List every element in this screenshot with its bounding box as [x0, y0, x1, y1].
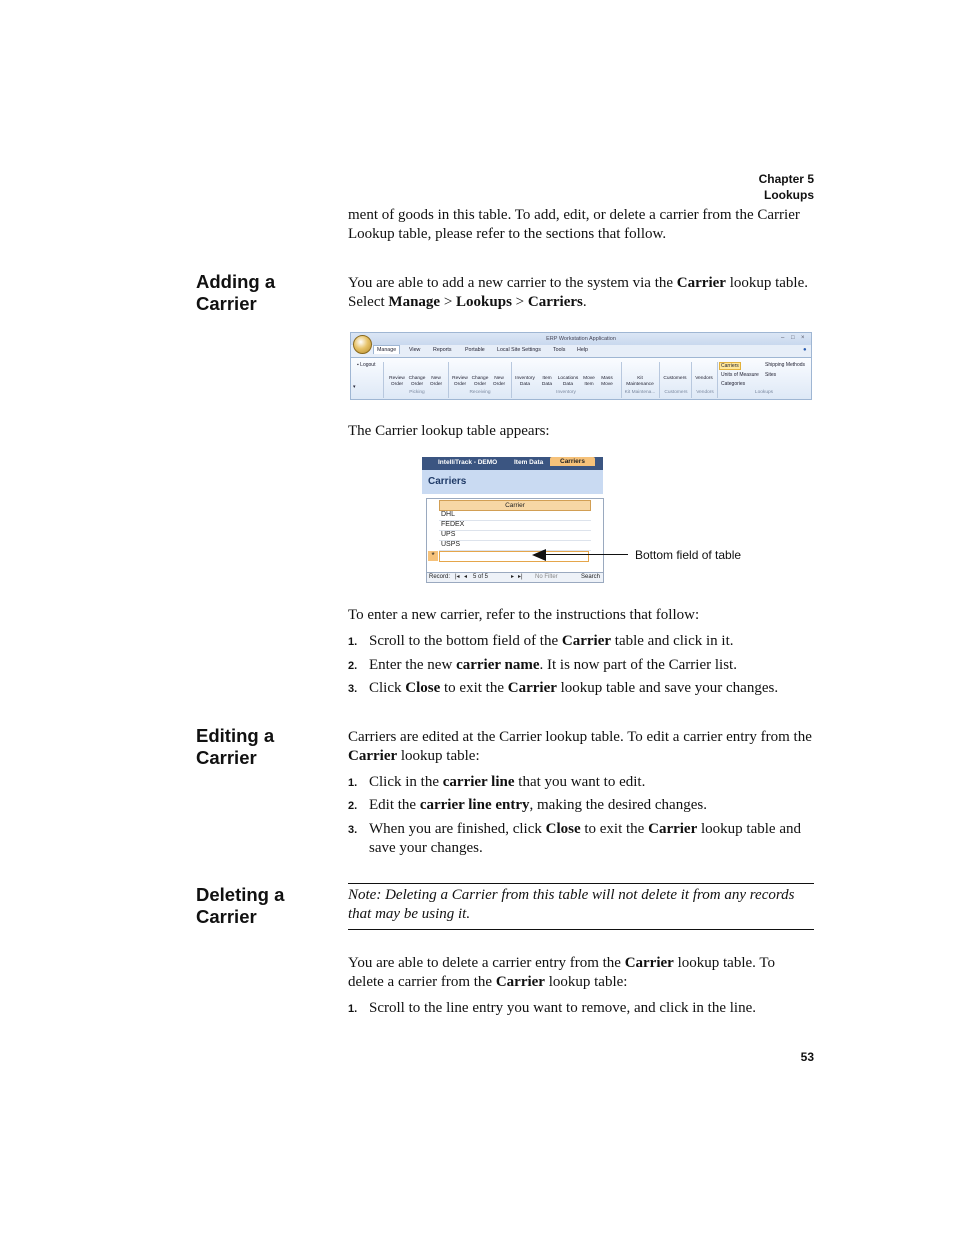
deleting-paragraph: You are able to delete a carrier entry from the Carrier lookup table. To delete a carrier from the Carrier lookup table: [348, 955, 775, 990]
lookup-categories-button[interactable]: Categories [721, 381, 746, 387]
inventory-data-button[interactable]: Inventory Data [515, 376, 535, 387]
editing-step-3: 3. When you are finished, click Close to exit the Carrier lookup table and save your changes. [348, 821, 801, 856]
table-appears-text: The Carrier lookup table appears: [348, 423, 550, 439]
heading-adding-carrier: Adding a Carrier [196, 271, 276, 314]
adding-step-1: 1. Scroll to the bottom field of the Carrier table and click in it. [348, 633, 734, 649]
prev-record-icon[interactable]: ◂ [464, 574, 468, 580]
mass-move-button[interactable]: Mass Move [601, 376, 613, 387]
lookup-units-of-measure-button[interactable]: Units of Measure [721, 372, 759, 378]
heading-editing-carrier: Editing a Carrier [196, 725, 275, 768]
adding-step-3: 3. Click Close to exit the Carrier lookup table and save your changes. [348, 680, 779, 696]
lookup-shipping-methods-button[interactable]: Shipping Methods [765, 362, 806, 368]
editing-step-2: 2. Edit the carrier line entry, making the desired changes. [348, 797, 707, 813]
move-item-button[interactable]: Move Item [583, 376, 595, 387]
callout-line [536, 554, 628, 555]
table-row[interactable]: UPS [439, 530, 591, 541]
ribbon-title: ERP Workstation Application [546, 336, 616, 342]
tab-item-data[interactable]: Item Data [514, 459, 544, 466]
group-inventory: Inventory [556, 390, 576, 395]
group-customers: Customers [664, 390, 688, 395]
carriers-table-screenshot [422, 457, 603, 581]
minimize-icon[interactable]: – [781, 335, 785, 341]
new-record-marker: * [428, 551, 438, 561]
running-header [759, 171, 814, 203]
lookup-carriers-button[interactable]: Carriers [721, 363, 739, 369]
no-filter-button[interactable]: No Filter [535, 574, 558, 580]
record-position[interactable]: 5 of 5 [473, 574, 489, 580]
ribbon-panel [351, 357, 811, 400]
picking-review-order-button[interactable]: Review Order [389, 376, 405, 387]
close-icon[interactable]: × [801, 335, 805, 341]
tab-portable[interactable]: Portable [465, 347, 485, 353]
deleting-step-1: 1. Scroll to the line entry you want to remove, and click in the line. [348, 1000, 756, 1016]
section-label: Lookups [764, 188, 814, 202]
tab-view[interactable]: View [409, 347, 421, 353]
heading-deleting-carrier: Deleting a Carrier [196, 884, 285, 927]
editing-paragraph: Carriers are edited at the Carrier lookup table. To edit a carrier entry from the Carrier lookup table: [348, 729, 812, 764]
customers-button[interactable]: Customers [663, 376, 687, 381]
document-tabs [422, 457, 603, 470]
record-label: Record: [429, 574, 451, 580]
tab-tools[interactable]: Tools [553, 347, 566, 353]
page-number: 53 [800, 1050, 814, 1064]
ribbon-screenshot [350, 332, 812, 400]
group-vendors: Vendors [696, 390, 714, 395]
last-record-icon[interactable]: ▸| [518, 574, 523, 580]
receiving-new-order-button[interactable]: New Order [492, 376, 506, 387]
lookup-sites-button[interactable]: Sites [765, 372, 777, 378]
callout-arrowhead [532, 549, 546, 561]
next-record-icon[interactable]: ▸ [511, 574, 515, 580]
editing-step-1: 1. Click in the carrier line that you want to edit. [348, 774, 646, 790]
group-kit-maintenance: Kit Maintena... [624, 390, 656, 395]
group-picking: Picking [409, 390, 425, 395]
separator [659, 362, 660, 398]
record-navigator [427, 572, 603, 582]
picking-new-order-button[interactable]: New Order [429, 376, 443, 387]
separator [383, 362, 384, 398]
tab-manage[interactable]: Manage [373, 345, 400, 354]
kit-maintenance-button[interactable]: Kit Maintenance [626, 376, 654, 387]
adding-step-2: 2. Enter the new carrier name. It is now part of the Carrier list. [348, 657, 737, 673]
form-title: Carriers [428, 476, 467, 487]
separator [448, 362, 449, 398]
tab-local-site-settings[interactable]: Local Site Settings [497, 347, 541, 353]
vendors-button[interactable]: Vendors [695, 376, 713, 381]
table-row[interactable]: FEDEX [439, 520, 591, 531]
enter-new-text: To enter a new carrier, refer to the instructions that follow: [348, 607, 700, 623]
item-data-button[interactable]: Item Data [541, 376, 553, 387]
adding-paragraph: You are able to add a new carrier to the system via the Carrier lookup table. Select Manage > Lookups > Carriers. [348, 275, 809, 310]
help-icon[interactable]: ● [803, 347, 807, 353]
column-header-carrier[interactable]: Carrier [439, 500, 591, 511]
intro-paragraph: ment of goods in this table. To add, edit, or delete a carrier from the Carrier Lookup table, please refer to the sections that follow. [348, 207, 800, 242]
office-orb-icon[interactable] [353, 335, 372, 354]
separator [511, 362, 512, 398]
note-top-rule [348, 883, 814, 884]
chapter-label: Chapter 5 [758, 172, 814, 186]
note-bottom-rule [348, 929, 814, 930]
tab-intellitrack-demo[interactable]: IntelliTrack - DEMO [438, 459, 498, 466]
table-row[interactable]: USPS [439, 540, 591, 551]
ribbon-titlebar [351, 333, 811, 345]
table-row[interactable]: DHL [439, 510, 591, 521]
expand-icon[interactable]: ▾ [353, 384, 356, 390]
tab-help[interactable]: Help [577, 347, 588, 353]
search-field[interactable]: Search [581, 574, 601, 580]
tab-carriers[interactable]: Carriers [550, 457, 595, 466]
new-carrier-input[interactable] [439, 551, 589, 562]
group-receiving: Receiving [469, 390, 491, 395]
maximize-icon[interactable]: □ [791, 335, 795, 341]
first-record-icon[interactable]: |◂ [455, 574, 460, 580]
logout-button[interactable]: ▪ Logout [357, 362, 376, 368]
group-lookups: Lookups [754, 390, 774, 395]
callout-label: Bottom field of table [635, 548, 742, 562]
separator [717, 362, 718, 398]
locations-data-button[interactable]: Locations Data [557, 376, 579, 387]
receiving-change-order-button[interactable]: Change Order [471, 376, 489, 387]
receiving-review-order-button[interactable]: Review Order [452, 376, 468, 387]
note-text: Note: Deleting a Carrier from this table will not delete it from any records that may be using it. [348, 887, 795, 922]
tab-reports[interactable]: Reports [433, 347, 452, 353]
picking-change-order-button[interactable]: Change Order [408, 376, 426, 387]
carrier-grid [426, 498, 604, 583]
separator [691, 362, 692, 398]
